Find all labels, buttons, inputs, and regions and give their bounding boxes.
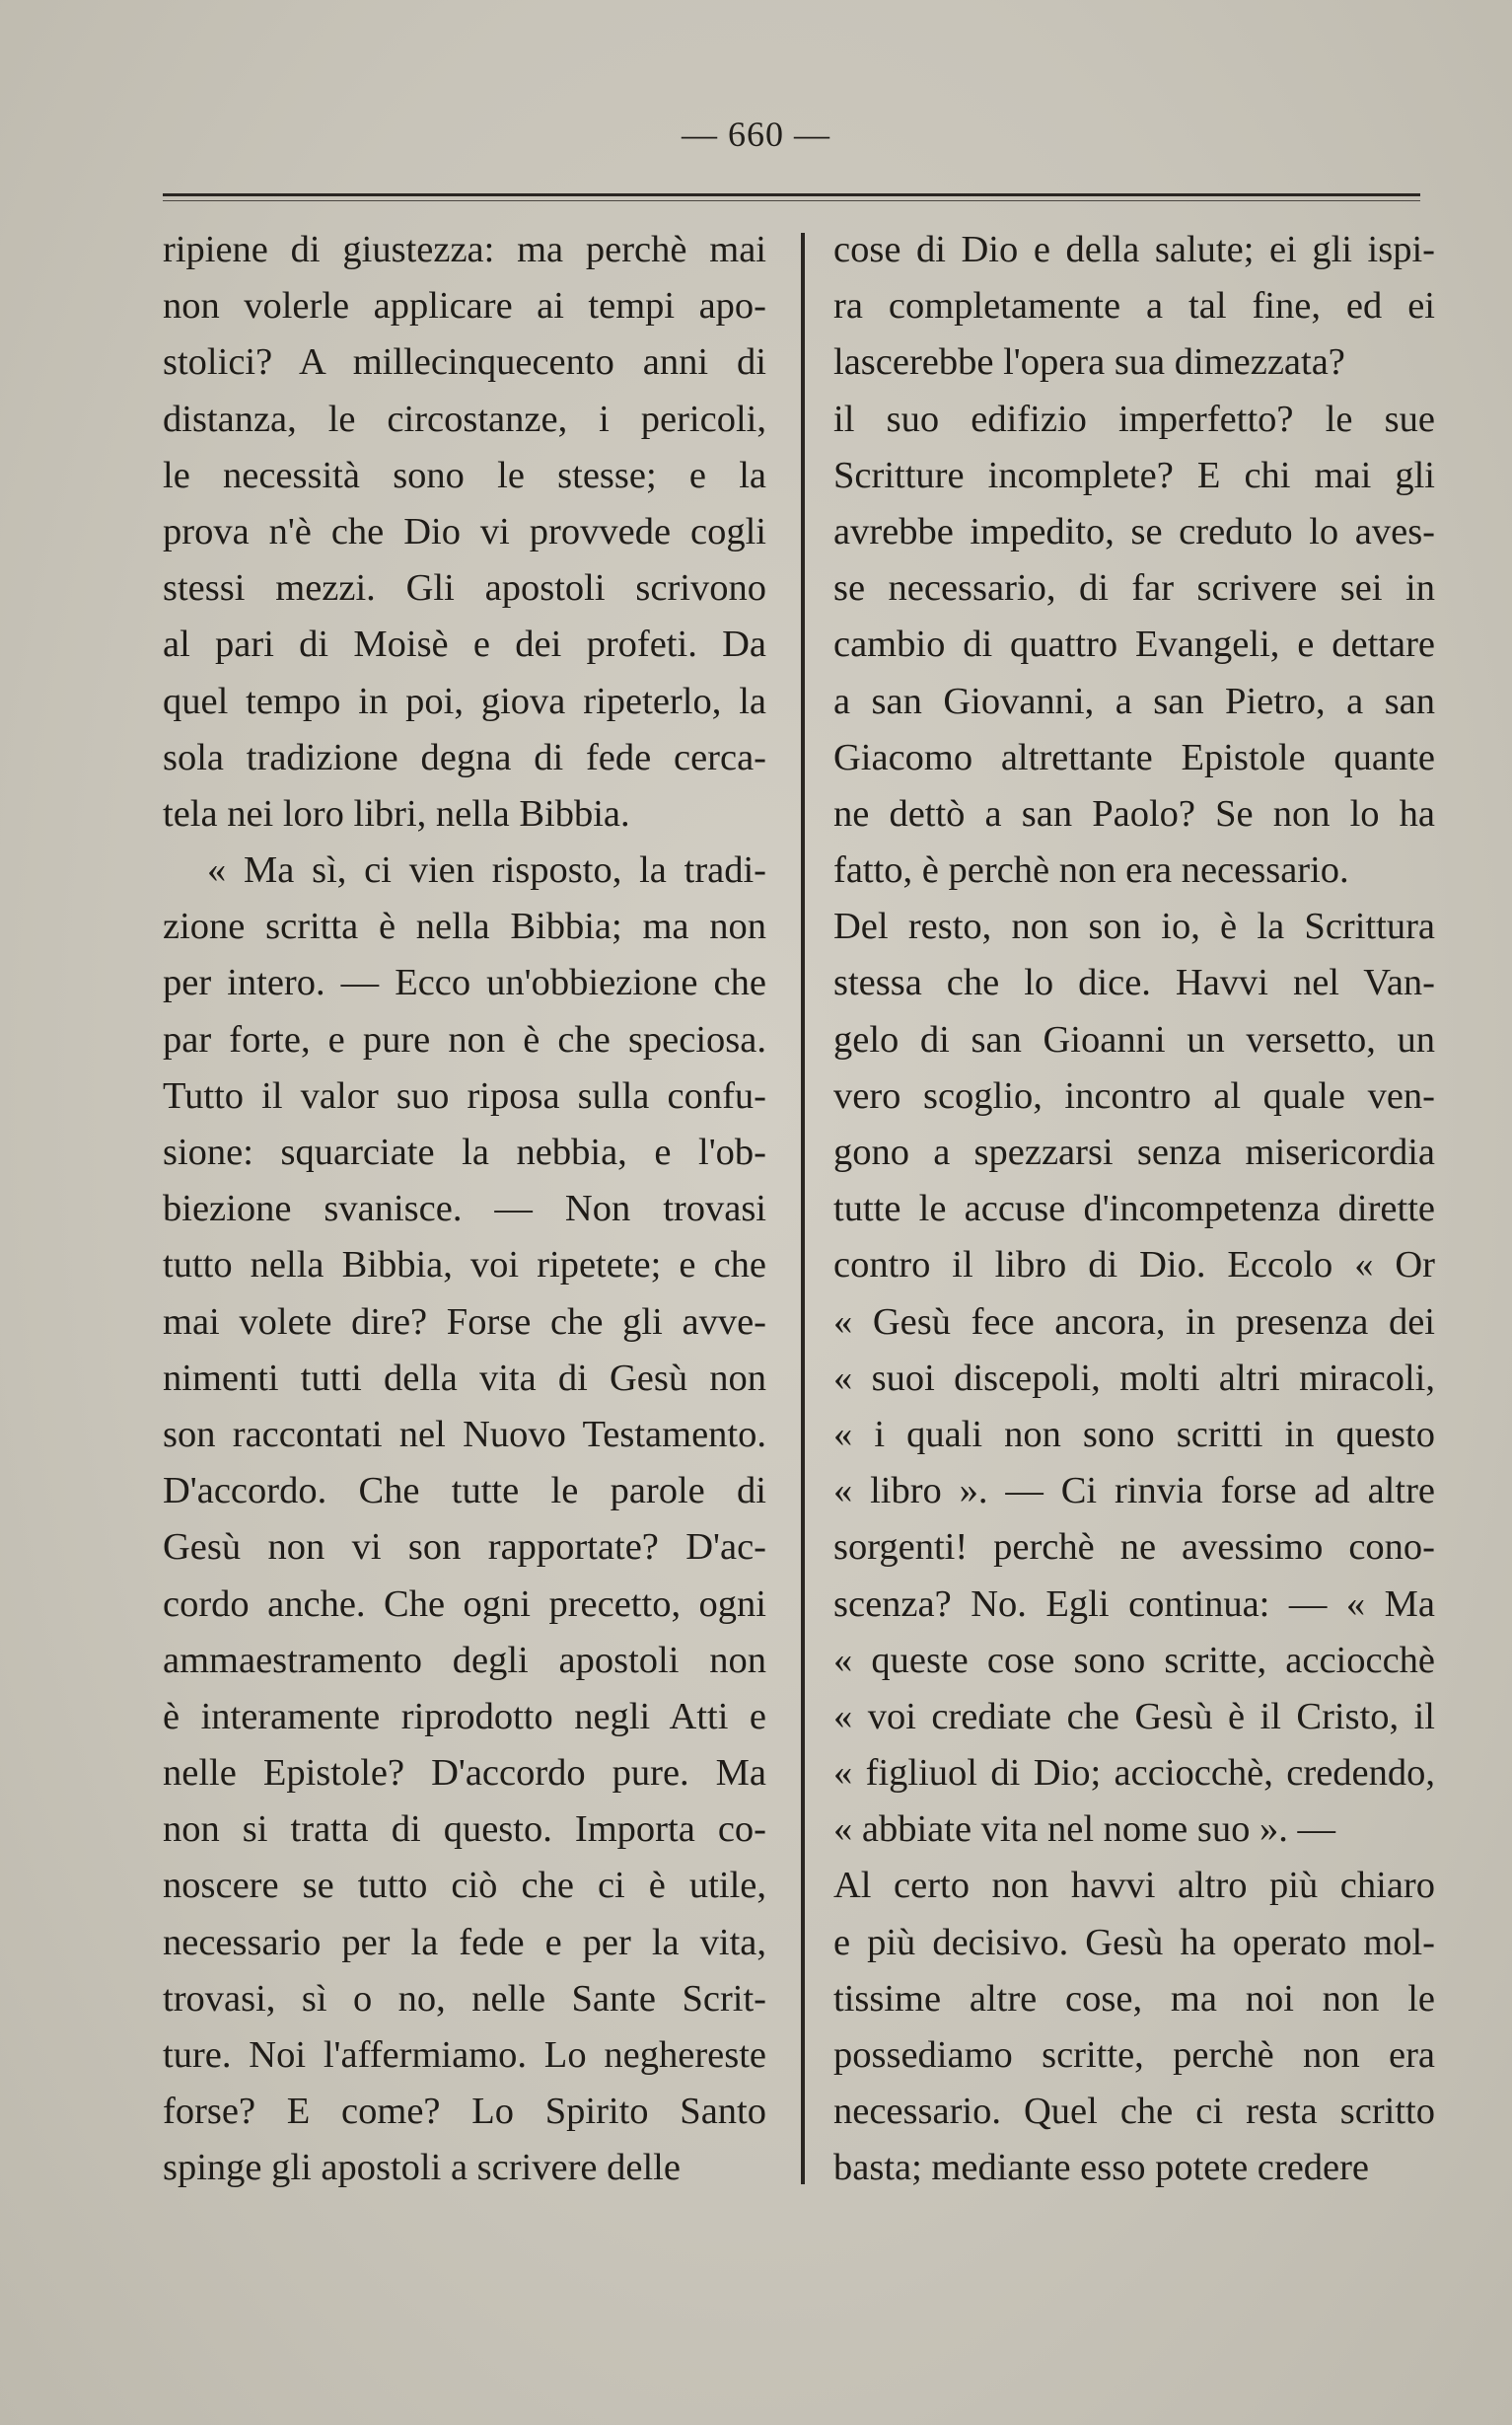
text-line: vero scoglio, incontro al quale ven- xyxy=(833,1074,1435,1117)
text-line: « Ma sì, ci vien risposto, la tradi- xyxy=(207,849,766,892)
text-line: « Gesù fece ancora, in presenza dei xyxy=(833,1300,1435,1343)
text-line: tela nei loro libri, nella Bibbia. xyxy=(163,792,630,835)
text-line: forse? E come? Lo Spirito Santo xyxy=(163,2091,766,2133)
text-line: scenza? No. Egli continua: — « Ma xyxy=(833,1582,1435,1625)
text-line: ture. Noi l'affermiamo. Lo neghereste xyxy=(163,2034,766,2076)
text-line: stessi mezzi. Gli apostoli scrivono xyxy=(163,567,766,610)
text-line: son raccontati nel Nuovo Testamento. xyxy=(163,1413,766,1455)
text-line: « voi crediate che Gesù è il Cristo, il xyxy=(833,1695,1435,1737)
text-line: nimenti tutti della vita di Gesù non xyxy=(163,1357,766,1399)
text-line: cambio di quattro Evangeli, e dettare xyxy=(833,624,1435,666)
text-line: zione scritta è nella Bibbia; ma non xyxy=(163,906,766,948)
text-line: fatto, è perchè non era necessario. xyxy=(833,849,1349,892)
text-line: a san Giovanni, a san Pietro, a san xyxy=(833,680,1435,722)
text-line: « figliuol di Dio; acciocchè, credendo, xyxy=(833,1752,1435,1795)
text-line: Scritture incomplete? E chi mai gli xyxy=(833,454,1435,496)
text-line: noscere se tutto ciò che ci è utile, xyxy=(163,1865,766,1907)
text-line: gono a spezzarsi senza misericordia xyxy=(833,1132,1435,1173)
header-rule xyxy=(163,193,1420,196)
right-text-column xyxy=(833,222,1435,2197)
text-line: sione: squarciate la nebbia, e l'ob- xyxy=(163,1132,766,1173)
text-line: le necessità sono le stesse; e la xyxy=(163,454,766,496)
text-line: « suoi discepoli, molti altri miracoli, xyxy=(833,1357,1435,1399)
text-line: gelo di san Gioanni un versetto, un xyxy=(833,1018,1435,1061)
text-line: D'accordo. Che tutte le parole di xyxy=(163,1470,766,1512)
text-line: possediamo scritte, perchè non era xyxy=(833,2034,1435,2076)
text-line: necessario. Quel che ci resta scritto xyxy=(833,2091,1435,2133)
text-line: ne dettò a san Paolo? Se non lo ha xyxy=(833,792,1435,835)
text-line: basta; mediante esso potete credere xyxy=(833,2147,1370,2189)
text-line: quel tempo in poi, giova ripeterlo, la xyxy=(163,680,766,722)
text-line: distanza, le circostanze, i pericoli, xyxy=(163,398,766,440)
text-line: avrebbe impedito, se creduto lo aves- xyxy=(833,510,1435,552)
text-line: « libro ». — Ci rinvia forse ad altre xyxy=(833,1470,1435,1512)
text-line: trovasi, sì o no, nelle Sante Scrit- xyxy=(163,1977,766,2020)
text-line: cose di Dio e della salute; ei gli ispi- xyxy=(833,229,1435,270)
text-line: Gesù non vi son rapportate? D'ac- xyxy=(163,1526,766,1569)
text-line: tissime altre cose, ma noi non le xyxy=(833,1977,1435,2020)
text-line: stolici? A millecinquecento anni di xyxy=(163,341,766,384)
text-line: ripiene di giustezza: ma perchè mai xyxy=(163,229,766,270)
text-line: Del resto, non son io, è la Scrittura xyxy=(833,906,1435,948)
text-line: stessa che lo dice. Havvi nel Van- xyxy=(833,962,1435,1004)
text-line: non volerle applicare ai tempi apo- xyxy=(163,285,766,328)
text-line: Tutto il valor suo riposa sulla confu- xyxy=(163,1074,766,1117)
text-line: biezione svanisce. — Non trovasi xyxy=(163,1188,766,1230)
text-line: e più decisivo. Gesù ha operato mol- xyxy=(833,1921,1435,1963)
text-line: sola tradizione degna di fede cerca- xyxy=(163,736,766,778)
text-line: « i quali non sono scritti in questo xyxy=(833,1413,1435,1455)
text-line: nelle Epistole? D'accordo pure. Ma xyxy=(163,1752,766,1795)
text-line: lascerebbe l'opera sua dimezzata? xyxy=(833,341,1345,384)
text-line: al pari di Moisè e dei profeti. Da xyxy=(163,624,766,666)
text-line: necessario per la fede e per la vita, xyxy=(163,1921,766,1963)
text-line: « abbiate vita nel nome suo ». — xyxy=(833,1808,1335,1851)
text-line: mai volete dire? Forse che gli avve- xyxy=(163,1300,766,1343)
text-line: per intero. — Ecco un'obbiezione che xyxy=(163,962,766,1004)
text-line: Al certo non havvi altro più chiaro xyxy=(833,1865,1435,1907)
text-line: non si tratta di questo. Importa co- xyxy=(163,1808,766,1851)
text-line: prova n'è che Dio vi provvede cogli xyxy=(163,510,766,552)
text-line: ammaestramento degli apostoli non xyxy=(163,1639,766,1681)
text-line: cordo anche. Che ogni precetto, ogni xyxy=(163,1582,766,1625)
page-number: — 660 — xyxy=(682,114,830,154)
text-line: sorgenti! perchè ne avessimo cono- xyxy=(833,1526,1435,1569)
text-line: Giacomo altrettante Epistole quante xyxy=(833,736,1435,778)
text-line: se necessario, di far scrivere sei in xyxy=(833,567,1435,610)
text-line: contro il libro di Dio. Eccolo « Or xyxy=(833,1244,1435,1286)
text-line: « queste cose sono scritte, acciocchè xyxy=(833,1639,1435,1681)
text-line: par forte, e pure non è che speciosa. xyxy=(163,1018,766,1061)
left-text-column xyxy=(163,222,766,2197)
header-rule-thin xyxy=(163,200,1420,201)
text-line: tutto nella Bibbia, voi ripetete; e che xyxy=(163,1244,766,1286)
text-line: il suo edifizio imperfetto? le sue xyxy=(833,398,1435,440)
text-line: tutte le accuse d'incompetenza dirette xyxy=(833,1188,1435,1230)
text-line: ra completamente a tal fine, ed ei xyxy=(833,285,1435,328)
column-divider xyxy=(801,233,805,2184)
text-line: spinge gli apostoli a scrivere delle xyxy=(163,2147,681,2189)
text-line: è interamente riprodotto negli Atti e xyxy=(163,1695,766,1737)
